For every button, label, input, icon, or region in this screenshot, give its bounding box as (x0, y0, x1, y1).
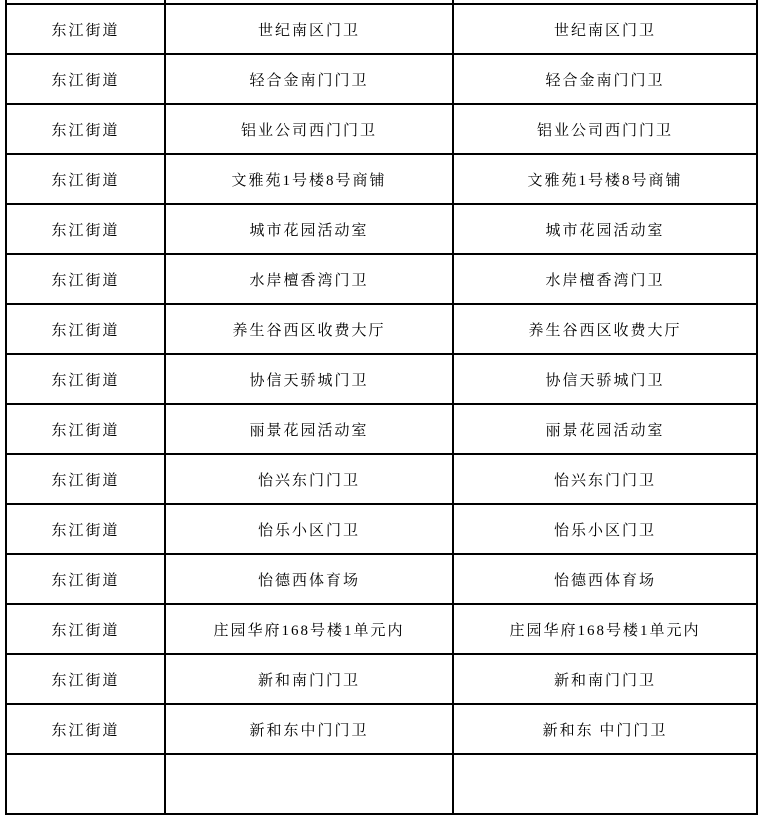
cell-site-name-2: 新和南门门卫 (453, 654, 757, 704)
cell-site-name-1: 养生谷西区收费大厅 (165, 304, 453, 354)
cell-street: 东江街道 (6, 454, 165, 504)
cell-street: 东江街道 (6, 604, 165, 654)
data-table (5, 0, 758, 815)
cell-site-name-2: 怡兴东门门卫 (453, 454, 757, 504)
cell-site-name-2: 轻合金南门门卫 (453, 54, 757, 104)
cell-street: 东江街道 (6, 554, 165, 604)
cell-street: 东江街道 (6, 654, 165, 704)
cell-site-name-1: 协信天骄城门卫 (165, 354, 453, 404)
cell-street: 东江街道 (6, 204, 165, 254)
cell-street: 东江街道 (6, 104, 165, 154)
cell-site-name-1: 世纪南区门卫 (165, 4, 453, 54)
cell-street: 东江街道 (6, 404, 165, 454)
cell-site-name-2: 协信天骄城门卫 (453, 354, 757, 404)
table-row (6, 254, 757, 304)
cell-street: 东江街道 (6, 54, 165, 104)
cell-site-name-2: 怡德西体育场 (453, 554, 757, 604)
cell-street: 东江街道 (6, 154, 165, 204)
cell-street (6, 754, 165, 814)
cell-site-name-2: 新和东 中门门卫 (453, 704, 757, 754)
table-row (6, 154, 757, 204)
cell-site-name-2: 怡乐小区门卫 (453, 504, 757, 554)
cell-site-name-2: 庄园华府168号楼1单元内 (453, 604, 757, 654)
cell-site-name-1: 怡乐小区门卫 (165, 504, 453, 554)
cell-street: 东江街道 (6, 704, 165, 754)
cell-site-name-1: 怡德西体育场 (165, 554, 453, 604)
cell-site-name-2 (453, 754, 757, 814)
cell-site-name-1: 怡兴东门门卫 (165, 454, 453, 504)
cell-site-name-2: 养生谷西区收费大厅 (453, 304, 757, 354)
cell-site-name-1: 文雅苑1号楼8号商铺 (165, 154, 453, 204)
table-row (6, 104, 757, 154)
table-row (6, 54, 757, 104)
cell-site-name-1: 城市花园活动室 (165, 204, 453, 254)
cell-site-name-1: 新和南门门卫 (165, 654, 453, 704)
table-row (6, 654, 757, 704)
cell-site-name-1: 轻合金南门门卫 (165, 54, 453, 104)
table-row (6, 4, 757, 54)
table-row (6, 404, 757, 454)
cell-street: 东江街道 (6, 4, 165, 54)
table-row (6, 554, 757, 604)
cell-street: 东江街道 (6, 354, 165, 404)
cell-site-name-2: 文雅苑1号楼8号商铺 (453, 154, 757, 204)
table-body (6, 0, 757, 814)
table-row (6, 304, 757, 354)
cell-street: 东江街道 (6, 254, 165, 304)
table-row (6, 354, 757, 404)
cell-site-name-2: 铝业公司西门门卫 (453, 104, 757, 154)
cell-site-name-1: 水岸檀香湾门卫 (165, 254, 453, 304)
table-row (6, 604, 757, 654)
cell-street: 东江街道 (6, 304, 165, 354)
table-row (6, 504, 757, 554)
table-row (6, 454, 757, 504)
table-row-partial-bottom (6, 754, 757, 814)
cell-site-name-1: 新和东中门门卫 (165, 704, 453, 754)
cell-site-name-1 (165, 754, 453, 814)
table-row (6, 704, 757, 754)
cell-site-name-2: 世纪南区门卫 (453, 4, 757, 54)
cell-site-name-1: 铝业公司西门门卫 (165, 104, 453, 154)
cell-site-name-2: 丽景花园活动室 (453, 404, 757, 454)
cell-site-name-1: 丽景花园活动室 (165, 404, 453, 454)
cell-site-name-2: 城市花园活动室 (453, 204, 757, 254)
cell-site-name-2: 水岸檀香湾门卫 (453, 254, 757, 304)
cell-street: 东江街道 (6, 504, 165, 554)
cell-site-name-1: 庄园华府168号楼1单元内 (165, 604, 453, 654)
table-row (6, 204, 757, 254)
